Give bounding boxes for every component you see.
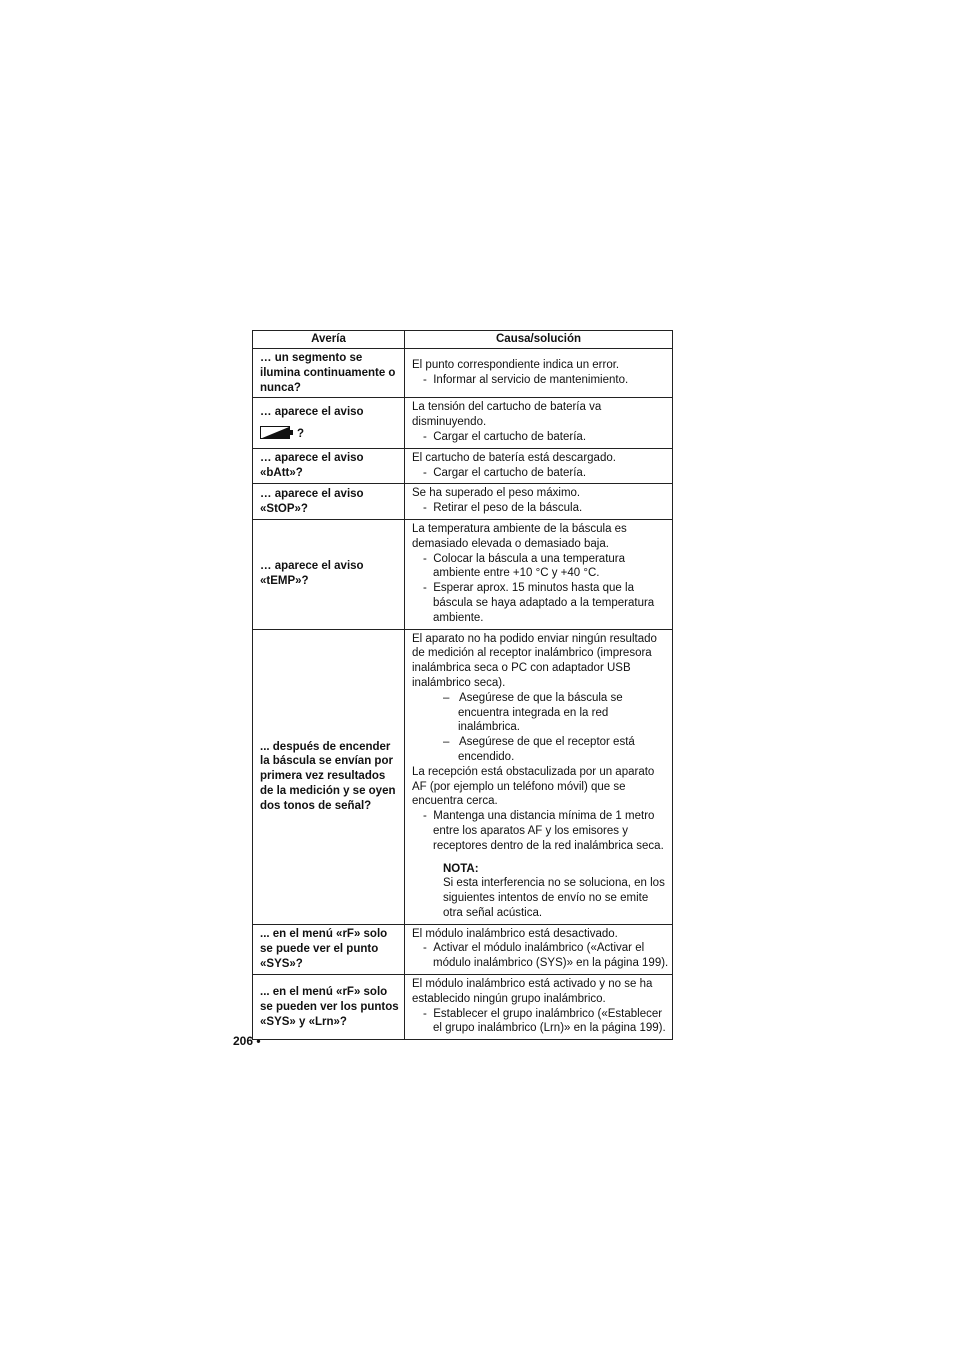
table-row [253,629,673,924]
solution-step: - Colocar la báscula a una temperatura ambiente entre +10 °C y +40 °C. [423,552,626,580]
table-row [253,349,673,398]
solution-step: - Activar el módulo inalámbrico («Activar el módulo inalámbrico (SYS)» en la página 199). [423,942,669,970]
table-row [253,398,673,448]
battery-empty-icon [260,426,294,439]
cause-text: El módulo inalámbrico está desactivado. [412,927,618,940]
solution-step: - Cargar el cartucho de batería. [423,430,587,443]
cause-cell [405,924,673,974]
cause-cell [405,519,673,629]
note-text: Si esta interferencia no se soluciona, en los siguientes intentos de envío no se emite otra señal acústica. [443,877,665,919]
fault-cell: … aparece el aviso «tEMP»? [253,519,405,629]
table-row [253,975,673,1040]
table-row [253,484,673,520]
cause-text: El aparato no ha podido enviar ningún resultado de medición al receptor inalámbrico (impresora inalámbrica seca o PC con adaptador USB inalámbrico seca). [412,632,657,689]
fault-cell: … un segmento se ilumina continuamente o nunca? [253,349,405,398]
cause-text: Se ha superado el peso máximo. [412,487,581,500]
note-title: NOTA: [443,862,479,875]
solution-step: - Informar al servicio de mantenimiento. [423,373,629,386]
fault-cell: ... después de encender la báscula se envían por primera vez resultados de la medición y se oyen dos tonos de señal? [253,629,405,924]
table-row [253,448,673,484]
fault-text: … aparece el aviso [260,405,364,418]
fault-cell: … aparece el aviso «StOP»? [253,484,405,520]
solution-step: – Asegúrese de que el receptor está encendido. [443,736,635,763]
solution-step: - Esperar aprox. 15 minutos hasta que la báscula se haya adaptado a la temperatura ambiente. [423,582,655,624]
fault-cell: … aparece el aviso «bAtt»? [253,448,405,484]
fault-cell: ... en el menú «rF» solo se pueden ver los puntos «SYS» y «Lrn»? [253,975,405,1040]
solution-step: - Mantenga una distancia mínima de 1 metro entre los aparatos AF y los emisores y receptores dentro de la red inalámbrica seca. [423,810,664,852]
cause-text: La temperatura ambiente de la báscula es demasiado elevada o demasiado baja. [412,522,627,550]
solution-step: - Retirar el peso de la báscula. [423,502,583,515]
note-block [412,862,670,921]
cause-text: El punto correspondiente indica un error. [412,358,620,371]
fault-suffix: ? [297,427,305,440]
cause-cell [405,398,673,448]
cause-text: La tensión del cartucho de batería va disminuyendo. [412,401,602,429]
cause-cell [405,629,673,924]
fault-cell [253,398,405,448]
cause-text: La recepción está obstaculizada por un aparato AF (por ejemplo un teléfono móvil) que se encuentra cerca. [412,765,655,808]
table-row [253,924,673,974]
header-fault: Avería [253,331,405,349]
cause-cell [405,448,673,484]
cause-cell [405,975,673,1040]
solution-step: - Establecer el grupo inalámbrico («Establecer el grupo inalámbrico (Lrn)» en la página 199). [423,1007,666,1035]
table-header-row [253,331,673,349]
troubleshooting-table [252,330,673,1040]
cause-text: El cartucho de batería está descargado. [412,451,616,464]
table-row [253,519,673,629]
cause-cell [405,349,673,398]
solution-step: – Asegúrese de que la báscula se encuentra integrada en la red inalámbrica. [443,691,623,734]
fault-cell: ... en el menú «rF» solo se puede ver el punto «SYS»? [253,924,405,974]
cause-cell [405,484,673,520]
page-number: 206 • [233,1034,261,1048]
header-cause: Causa/solución [405,331,673,349]
cause-text: El módulo inalámbrico está activado y no se ha establecido ningún grupo inalámbrico. [412,978,653,1005]
solution-step: - Cargar el cartucho de batería. [423,466,587,479]
